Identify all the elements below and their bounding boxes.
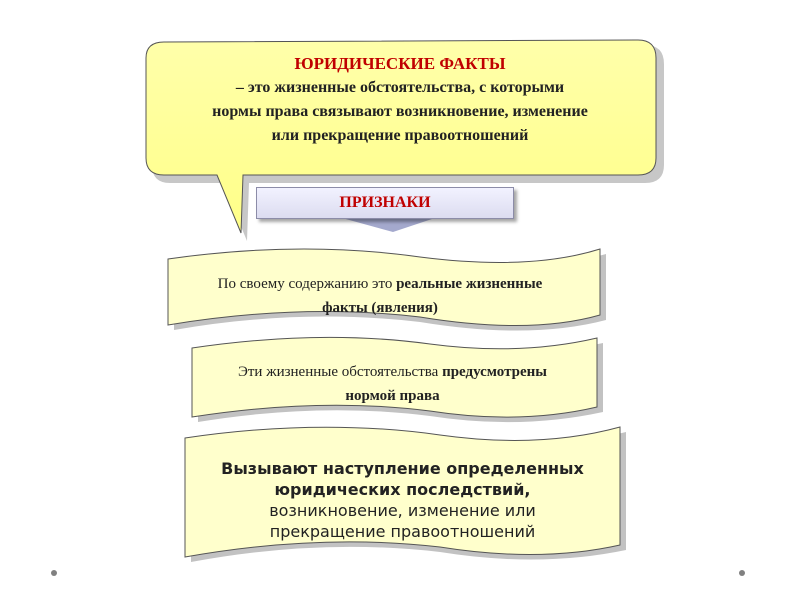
nav-dot-right-icon xyxy=(739,570,745,576)
feature-2-bold: предусмотрены xyxy=(442,364,548,380)
feature-1-line-2: факты (явления) xyxy=(322,300,438,316)
feature-3-bold-line-2: юридических последствий, xyxy=(274,480,531,499)
feature-2-line-2: нормой права xyxy=(345,388,440,404)
feature-2-text xyxy=(200,360,585,408)
feature-1-text xyxy=(175,272,585,320)
definition-title: ЮРИДИЧЕСКИЕ ФАКТЫ xyxy=(294,54,506,73)
definition-line-2: нормы права связывают возникновение, изменение xyxy=(212,103,588,120)
feature-3-bold-line-1: Вызывают наступление определенных xyxy=(221,459,584,478)
feature-3-line-4: прекращение правоотношений xyxy=(269,522,536,541)
feature-1-normal: По своему содержанию это xyxy=(217,276,397,292)
nav-dot-left-icon xyxy=(51,570,57,576)
definition-line-3: или прекращение правоотношений xyxy=(271,127,529,144)
feature-3-line-3: возникновение, изменение или xyxy=(269,501,536,520)
feature-2-normal: Эти жизненные обстоятельства xyxy=(237,364,443,380)
definition-line-1: – это жизненные обстоятельства, с которыми xyxy=(235,79,565,96)
features-banner-label: ПРИЗНАКИ xyxy=(339,194,431,211)
feature-1-bold: реальные жизненные xyxy=(396,276,543,292)
feature-3-text xyxy=(195,458,610,542)
